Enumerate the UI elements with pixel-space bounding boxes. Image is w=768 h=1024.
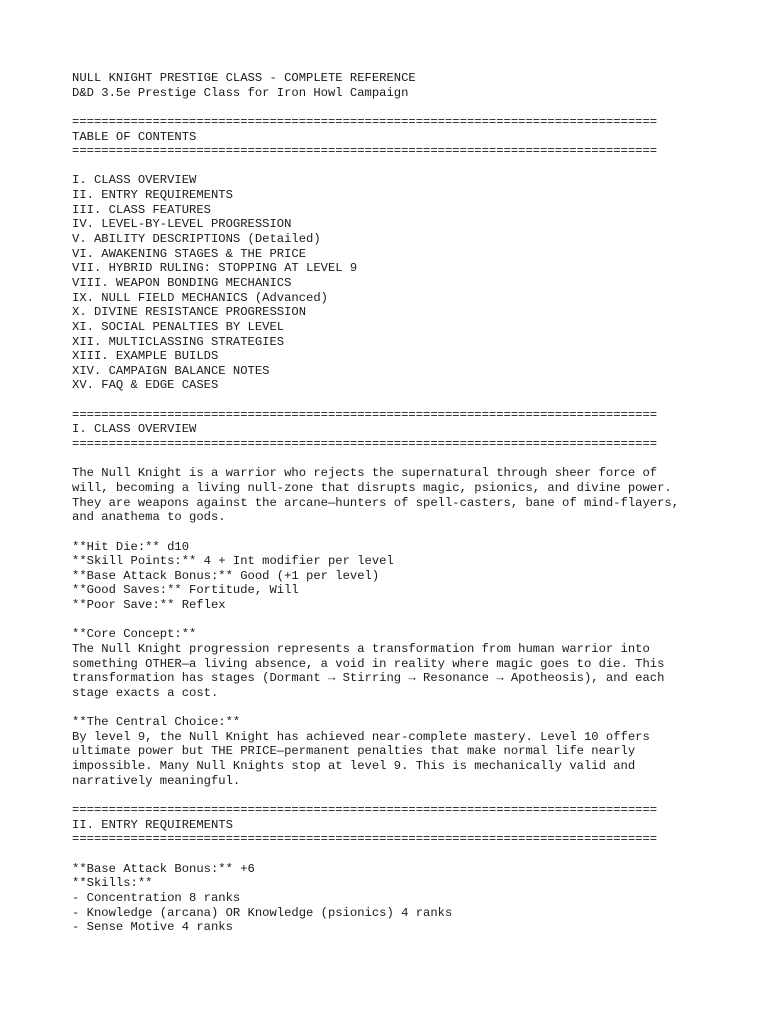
document-title: NULL KNIGHT PRESTIGE CLASS - COMPLETE REFERENCE [72,71,416,85]
spacer [72,159,712,174]
toc-item: II. ENTRY REQUIREMENTS [72,188,233,203]
spacer [72,613,712,628]
entry-heading: II. ENTRY REQUIREMENTS [72,817,233,832]
toc-item: XV. FAQ & EDGE CASES [72,378,219,393]
document-subtitle: D&D 3.5e Prestige Class for Iron Howl Campaign [72,85,409,100]
section-rule: ================================================================================ [72,832,658,847]
spacer [72,452,712,467]
section-rule: ================================================================================ [72,114,658,129]
class-stats [72,540,712,613]
toc-item: XIII. EXAMPLE BUILDS [72,349,219,364]
stat-good-saves: **Good Saves:** Fortitude, Will [72,583,299,598]
entry-skills-list [72,891,712,935]
toc-item: VII. HYBRID RULING: STOPPING AT LEVEL 9 [72,261,358,276]
central-choice-text [72,730,712,789]
paragraph-line: By level 9, the Null Knight has achieved near-complete mastery. Level 10 offers [72,729,650,744]
overview-heading: I. CLASS OVERVIEW [72,422,197,437]
stat-poor-save: **Poor Save:** Reflex [72,598,226,613]
central-choice-heading: **The Central Choice:** [72,715,241,730]
stat-hit-die: **Hit Die:** d10 [72,539,190,554]
spacer [72,701,712,716]
spacer [72,393,712,408]
toc-list [72,173,712,393]
section-rule: ================================================================================ [72,437,658,452]
toc-item: VIII. WEAPON BONDING MECHANICS [72,275,292,290]
paragraph-line: The Null Knight is a warrior who rejects the supernatural through sheer force of [72,466,658,481]
spacer [72,847,712,862]
spacer [72,100,712,115]
toc-item: XIV. CAMPAIGN BALANCE NOTES [72,363,270,378]
toc-heading: TABLE OF CONTENTS [72,129,197,144]
section-rule: ================================================================================ [72,407,658,422]
paragraph-line: The Null Knight progression represents a transformation from human warrior into [72,641,650,656]
core-concept-text [72,642,712,701]
paragraph-line: ultimate power but THE PRICE—permanent penalties that make normal life nearly [72,744,636,759]
core-concept-heading: **Core Concept:** [72,627,197,642]
skill-requirement: - Concentration 8 ranks [72,890,241,905]
toc-item: XI. SOCIAL PENALTIES BY LEVEL [72,319,285,334]
entry-base-attack: **Base Attack Bonus:** +6 [72,861,255,876]
paragraph-line: They are weapons against the arcane—hunters of spell-casters, bane of mind-flayers, [72,495,680,510]
spacer [72,788,712,803]
toc-item: V. ABILITY DESCRIPTIONS (Detailed) [72,232,321,247]
paragraph-line: narratively meaningful. [72,773,241,788]
skill-requirement: - Knowledge (arcana) OR Knowledge (psionics) 4 ranks [72,905,453,920]
skill-requirement: - Sense Motive 4 ranks [72,920,233,935]
section-rule: ================================================================================ [72,144,658,159]
toc-item: XII. MULTICLASSING STRATEGIES [72,334,285,349]
stat-skill-points: **Skill Points:** 4 + Int modifier per level [72,554,394,569]
paragraph-line: stage exacts a cost. [72,685,219,700]
paragraph-line: will, becoming a living null-zone that disrupts magic, psionics, and divine power. [72,480,672,495]
paragraph-line: transformation has stages (Dormant → Stirring → Resonance → Apotheosis), and each [72,671,665,686]
toc-item: I. CLASS OVERVIEW [72,173,197,188]
toc-item: III. CLASS FEATURES [72,202,211,217]
document-page [72,71,712,935]
entry-skills-heading: **Skills:** [72,876,153,891]
section-rule: ================================================================================ [72,803,658,818]
stat-base-attack: **Base Attack Bonus:** Good (+1 per level) [72,568,380,583]
spacer [72,525,712,540]
overview-intro [72,466,712,525]
paragraph-line: impossible. Many Null Knights stop at level 9. This is mechanically valid and [72,759,636,774]
toc-item: VI. AWAKENING STAGES & THE PRICE [72,246,307,261]
paragraph-line: something OTHER—a living absence, a void in reality where magic goes to die. This [72,656,665,671]
toc-item: IX. NULL FIELD MECHANICS (Advanced) [72,290,328,305]
paragraph-line: and anathema to gods. [72,510,226,525]
toc-item: IV. LEVEL-BY-LEVEL PROGRESSION [72,217,292,232]
toc-item: X. DIVINE RESISTANCE PROGRESSION [72,305,307,320]
